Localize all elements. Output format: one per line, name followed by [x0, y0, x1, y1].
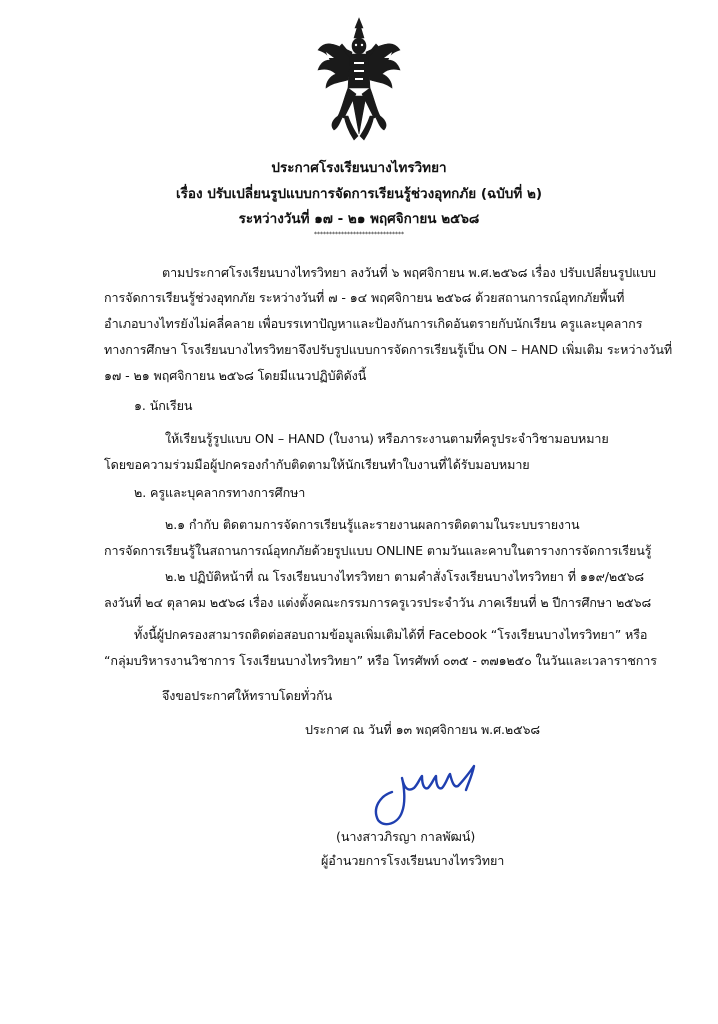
closing-statement: จึงขอประกาศให้ทราบโดยทั่วกัน [162, 688, 333, 703]
section2-2-line: ๒.๒ ปฏิบัติหน้าที่ ณ โรงเรียนบางไทรวิทยา ตามคำสั่งโรงเรียนบางไทรวิทยา ที่ ๑๑๙/๒๕๖๘ [165, 569, 645, 584]
garuda-emblem-icon [314, 16, 404, 144]
section2-1-line: ๒.๑ กำกับ ติดตามการจัดการเรียนรู้และรายงานผลการติดตามในระบบรายงาน [165, 517, 580, 532]
announcement-period: ระหว่างวันที่ ๑๗ - ๒๑ พฤศจิกายน ๒๕๖๘ [238, 211, 480, 227]
section2-2-line: ลงวันที่ ๒๔ ตุลาคม ๒๕๖๘ เรื่อง แต่งตั้งคณะกรรมการครูเวรประจำวัน ภาคเรียนที่ ๒ ปีการศึกษา ๒๕๖๘ [104, 595, 652, 610]
contact-line: “กลุ่มบริหารงานวิชาการ โรงเรียนบางไทรวิทยา” หรือ โทรศัพท์ ๐๓๕ - ๓๗๑๒๕๐ ในวันและเวลาราชการ [104, 653, 657, 668]
announcement-title: ประกาศโรงเรียนบางไทรวิทยา [271, 160, 447, 176]
section1-line: โดยขอความร่วมมือผู้ปกครองกำกับติดตามให้นักเรียนทำใบงานที่ได้รับมอบหมาย [104, 457, 530, 472]
intro-line: อำเภอบางไทรยังไม่คลี่คลาย เพื่อบรรเทาปัญหาและป้องกันการเกิดอันตรายกับนักเรียน ครูและบุคลากร [104, 316, 643, 331]
section1-heading: ๑. นักเรียน [134, 398, 193, 413]
section1-line: ให้เรียนรู้รูปแบบ ON – HAND (ใบงาน) หรือภาระงานตามที่ครูประจำวิชามอบหมาย [165, 431, 609, 446]
intro-line: ตามประกาศโรงเรียนบางไทรวิทยา ลงวันที่ ๖ พฤศจิกายน พ.ศ.๒๕๖๘ เรื่อง ปรับเปลี่ยนรูปแบบ [162, 265, 656, 280]
section2-1-line: การจัดการเรียนรู้ในสถานการณ์อุทกภัยด้วยรูปแบบ ONLINE ตามวันและคาบในตารางการจัดการเรียนรู้ [104, 543, 652, 558]
heading-separator: ****************************** [314, 231, 404, 238]
signatory-name: (นางสาวภิรญา กาลพัฒน์) [336, 829, 476, 844]
intro-line: ๑๗ - ๒๑ พฤศจิกายน ๒๕๖๘ โดยมีแนวปฏิบัติดังนี้ [104, 368, 367, 383]
contact-line: ทั้งนี้ผู้ปกครองสามารถติดต่อสอบถามข้อมูลเพิ่มเติมได้ที่ Facebook “โรงเรียนบางไทรวิทยา” หรือ [134, 627, 648, 642]
signatory-position: ผู้อำนวยการโรงเรียนบางไทรวิทยา [321, 853, 505, 868]
announcement-subject: เรื่อง ปรับเปลี่ยนรูปแบบการจัดการเรียนรู้ช่วงอุทกภัย (ฉบับที่ ๒) [175, 186, 543, 202]
handwritten-signature [362, 762, 502, 832]
intro-line: การจัดการเรียนรู้ช่วงอุทกภัย ระหว่างวันที่ ๗ - ๑๔ พฤศจิกายน ๒๕๖๘ ด้วยสถานการณ์อุทกภัยพื้นที่ [104, 290, 625, 305]
intro-line: ทางการศึกษา โรงเรียนบางไทรวิทยาจึงปรับรูปแบบการจัดการเรียนรู้เป็น ON – HAND เพิ่มเติม ระหว่างวันที่ [104, 342, 673, 357]
announcement-date: ประกาศ ณ วันที่ ๑๓ พฤศจิกายน พ.ศ.๒๕๖๘ [305, 722, 541, 737]
section2-heading: ๒. ครูและบุคลากรทางการศึกษา [134, 485, 306, 500]
